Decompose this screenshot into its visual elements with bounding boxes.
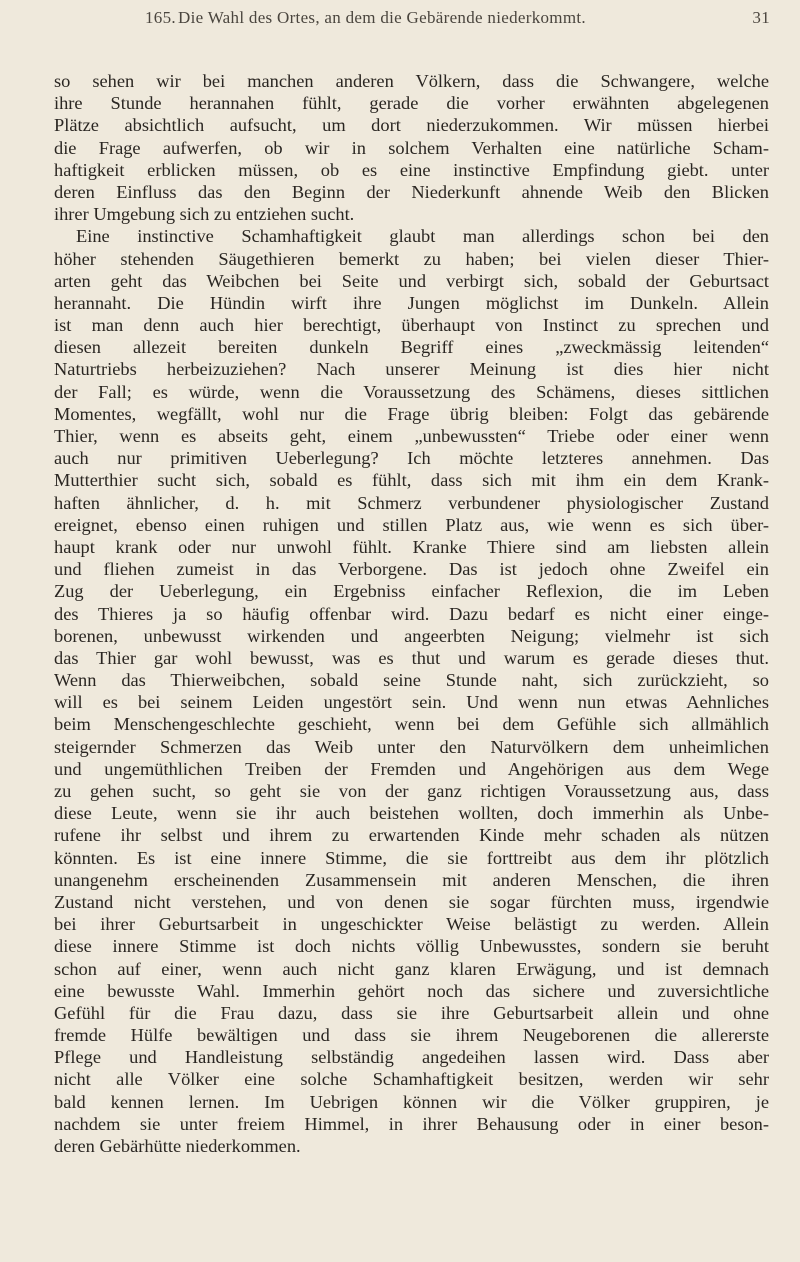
- text-line: steigernder Schmerzen das Weib unter den Naturvölkern dem unheimlichen: [54, 736, 769, 757]
- text-line: die Frage aufwerfen, ob wir in solchem Verhalten eine natürliche Scham-: [54, 137, 769, 158]
- text-line: rufene ihr selbst und ihrem zu erwartenden Kinde mehr schaden als nützen: [54, 825, 769, 846]
- text-line: ist man denn auch hier berechtigt, überhaupt von Instinct zu sprechen und: [54, 315, 769, 336]
- text-line: Pflege und Handleistung selbständig angedeihen lassen wird. Dass aber: [54, 1047, 769, 1068]
- text-line: unangenehm erscheinenden Zusammensein mit anderen Menschen, die ihren: [54, 869, 769, 890]
- text-line: haftigkeit erblicken müssen, ob es eine instinctive Empfindung giebt. unter: [54, 159, 769, 180]
- text-line: höher stehenden Säugethieren bemerkt zu haben; bei vielen dieser Thier-: [54, 248, 769, 269]
- text-line: diesen allezeit bereiten dunkeln Begriff eines „zweckmässig leitenden“: [54, 337, 769, 358]
- text-line: zu gehen sucht, so geht sie von der ganz richtigen Voraussetzung aus, dass: [54, 781, 769, 801]
- text-line: deren Gebärhütte niederkommen.: [54, 1136, 301, 1156]
- text-line: ihre Stunde herannahen fühlt, gerade die vorher erwähnten abgelegenen: [54, 93, 769, 114]
- text-line: schon auf einer, wenn auch nicht ganz klaren Erwägung, und ist demnach: [54, 958, 769, 979]
- running-title: Die Wahl des Ortes, an dem die Gebärende niederkommt.: [178, 8, 586, 27]
- running-head: [30, 4, 770, 34]
- text-line: Mutterthier sucht sich, sobald es fühlt, dass sich mit ihm ein dem Krank-: [54, 470, 769, 491]
- text-line: bei ihrer Geburtsarbeit in ungeschickter Weise belästigt zu werden. Allein: [54, 914, 769, 935]
- text-line: borenen, unbewusst wirkenden und angeerbten Neigung; vielmehr ist sich: [54, 625, 769, 646]
- text-line: Plätze absichtlich aufsucht, um dort niederzukommen. Wir müssen hierbei: [54, 115, 769, 136]
- text-line: auch nur primitiven Ueberlegung? Ich möchte letzteres annehmen. Das: [54, 448, 769, 469]
- text-line: ihrer Umgebung sich zu entziehen sucht.: [54, 204, 355, 225]
- text-line: so sehen wir bei manchen anderen Völkern, dass die Schwangere, welche: [54, 71, 769, 91]
- text-line: beim Menschengeschlechte geschieht, wenn bei dem Gefühle sich allmählich: [54, 714, 769, 735]
- body-text: [54, 70, 769, 1157]
- text-line: das Thier gar wohl bewusst, was es thut und warum es gerade dieses thut.: [54, 647, 769, 668]
- text-line: arten geht das Weibchen bei Seite und verbirgt sich, sobald der Geburtsact: [54, 270, 769, 291]
- text-line: Zug der Ueberlegung, ein Ergebniss einfacher Reflexion, die im Leben: [54, 581, 769, 602]
- text-line: und fliehen zumeist in das Verborgene. Das ist jedoch ohne Zweifel ein: [54, 559, 769, 580]
- text-line: des Thieres ja so häufig offenbar wird. Dazu bedarf es nicht einer einge-: [54, 603, 769, 624]
- text-line: haupt krank oder nur unwohl fühlt. Kranke Thiere sind am liebsten allein: [54, 536, 769, 557]
- text-line: Zustand nicht verstehen, und von denen sie sogar fürchten muss, irgendwie: [54, 891, 769, 912]
- text-line: bald kennen lernen. Im Uebrigen können wir die Völker gruppiren, je: [54, 1091, 769, 1112]
- text-line: haften ähnlicher, d. h. mit Schmerz verbundener physiologischer Zustand: [54, 492, 769, 513]
- text-line: könnten. Es ist eine innere Stimme, die sie forttreibt aus dem ihr plötzlich: [54, 847, 769, 868]
- text-line: ereignet, ebenso einen ruhigen und stillen Platz aus, wie wenn es sich über-: [54, 514, 769, 535]
- text-line: fremde Hülfe bewältigen und dass sie ihrem Neugeborenen die allererste: [54, 1025, 769, 1046]
- text-line: nicht alle Völker eine solche Schamhaftigkeit besitzen, werden wir sehr: [54, 1069, 769, 1090]
- text-line: Wenn das Thierweibchen, sobald seine Stunde naht, sich zurückzieht, so: [54, 670, 769, 691]
- text-line: Momentes, wegfällt, wohl nur die Frage übrig bleiben: Folgt das gebärende: [54, 403, 769, 424]
- text-line: nachdem sie unter freiem Himmel, in ihrer Behausung oder in einer beson-: [54, 1113, 769, 1134]
- text-line: und ungemüthlichen Treiben der Fremden und Angehörigen aus dem Wege: [54, 758, 769, 779]
- text-line: der Fall; es würde, wenn die Voraussetzung des Schämens, dieses sittlichen: [54, 381, 769, 402]
- text-line: diese innere Stimme ist doch nichts völlig Unbewusstes, sondern sie beruht: [54, 936, 769, 957]
- section-number: 165.: [145, 8, 176, 27]
- text-line: Thier, wenn es abseits geht, einem „unbewussten“ Triebe oder einer wenn: [54, 426, 769, 446]
- text-line: Eine instinctive Schamhaftigkeit glaubt man allerdings schon bei den: [76, 226, 769, 247]
- text-line: Gefühl für die Frau dazu, dass sie ihre Geburtsarbeit allein und ohne: [54, 1002, 769, 1023]
- text-line: eine bewusste Wahl. Immerhin gehört noch das sichere und zuversichtliche: [54, 980, 769, 1001]
- text-line: will es bei seinem Leiden ungestört sein. Und wenn nun etwas Aehnliches: [54, 692, 769, 713]
- text-line: herannaht. Die Hündin wirft ihre Jungen möglichst im Dunkeln. Allein: [54, 292, 769, 313]
- page-number: 31: [752, 8, 770, 27]
- text-line: deren Einfluss das den Beginn der Niederkunft ahnende Weib den Blicken: [54, 181, 769, 202]
- text-line: diese Leute, wenn sie ihr auch beistehen wollten, doch immerhin als Unbe-: [54, 803, 769, 824]
- text-line: Naturtriebs herbeizuziehen? Nach unserer Meinung ist dies hier nicht: [54, 359, 769, 380]
